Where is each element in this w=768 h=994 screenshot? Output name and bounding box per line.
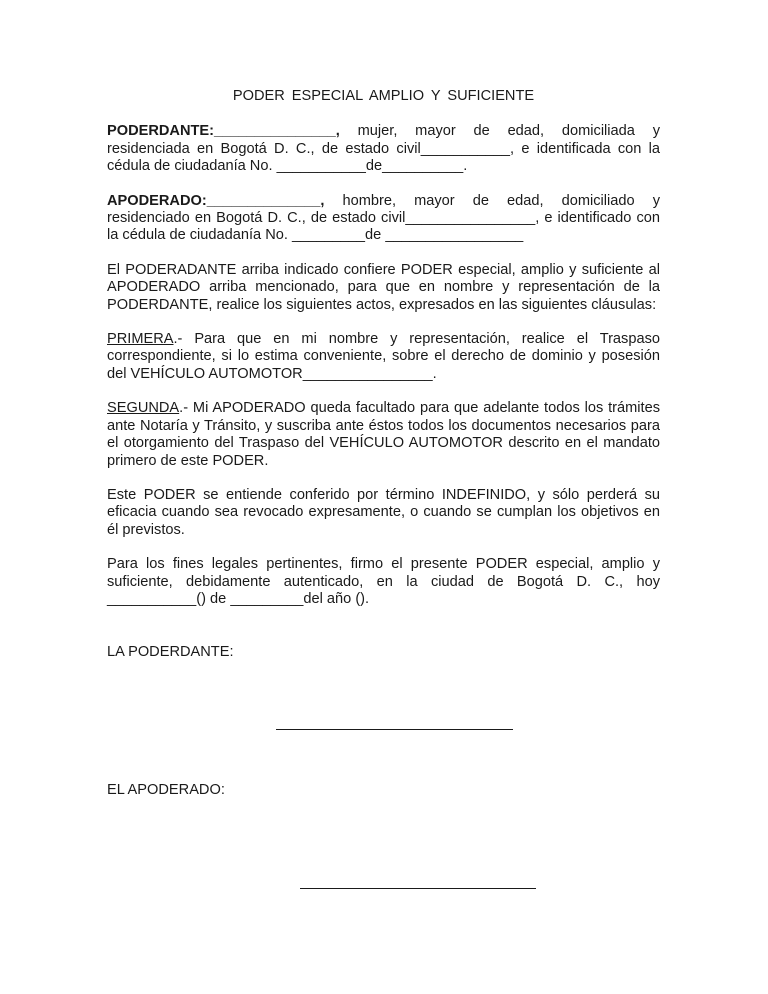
cierre-paragraph: Para los fines legales pertinentes, firmo el presente PODER especial, amplio y suficiente, debidamente autenticado, en la ciudad de Bogotá D. C., hoy ___________() de _________del año (). bbox=[107, 556, 660, 607]
clause-segunda bbox=[107, 400, 660, 470]
clause-segunda-label: SEGUNDA bbox=[107, 400, 180, 417]
clause-primera bbox=[107, 331, 660, 383]
apoderado-text: hombre, mayor de edad, domiciliado y residenciado en Bogotá D. C., de estado civil________________, e identificado con la cédula de ciudadanía No. _________de _________________ bbox=[107, 192, 660, 244]
intro-paragraph: El PODERADANTE arriba indicado confiere PODER especial, amplio y suficiente al APODERADO arriba mencionado, para que en nombre y representación de la PODERDANTE, realice los siguientes actos, expresados en las siguientes cláusulas: bbox=[107, 261, 660, 313]
vigencia-paragraph: Este PODER se entiende conferido por término INDEFINIDO, y sólo perderá su eficacia cuando sea revocado expresamente, o cuando se cumplan los objetivos en él previstos. bbox=[107, 486, 660, 538]
clause-primera-label: PRIMERA bbox=[107, 331, 174, 348]
signature-line-apoderado bbox=[300, 888, 536, 889]
document-title: PODER ESPECIAL AMPLIO Y SUFICIENTE bbox=[232, 88, 535, 104]
document-body bbox=[107, 88, 660, 625]
signature-label-apoderado: EL APODERADO: bbox=[107, 782, 225, 798]
apoderado-paragraph bbox=[107, 193, 660, 245]
poderdante-paragraph bbox=[107, 123, 660, 175]
signature-line-poderdante bbox=[276, 729, 513, 730]
poderdante-text: mujer, mayor de edad, domiciliada y residenciada en Bogotá D. C., de estado civil___________, e identificada con la cédula de ciudadanía No. ___________de__________. bbox=[107, 123, 660, 175]
apoderado-label: APODERADO:______________, bbox=[107, 192, 325, 209]
clause-primera-text: .- Para que en mi nombre y representación, realice el Traspaso correspondiente, si lo estima conveniente, sobre el derecho de dominio y posesión del VEHÍCULO AUTOMOTOR________________. bbox=[107, 331, 660, 382]
signature-label-poderdante: LA PODERDANTE: bbox=[107, 644, 234, 660]
poderdante-label: PODERDANTE:_______________, bbox=[107, 123, 340, 140]
clause-segunda-text: .- Mi APODERADO queda facultado para que adelante todos los trámites ante Notaría y Tránsito, y suscriba ante éstos todos los documentos necesarios para el otorgamiento del Traspaso del VEHÍCULO AUTOMOTOR descrito en el mandato primero de este PODER. bbox=[107, 400, 660, 469]
